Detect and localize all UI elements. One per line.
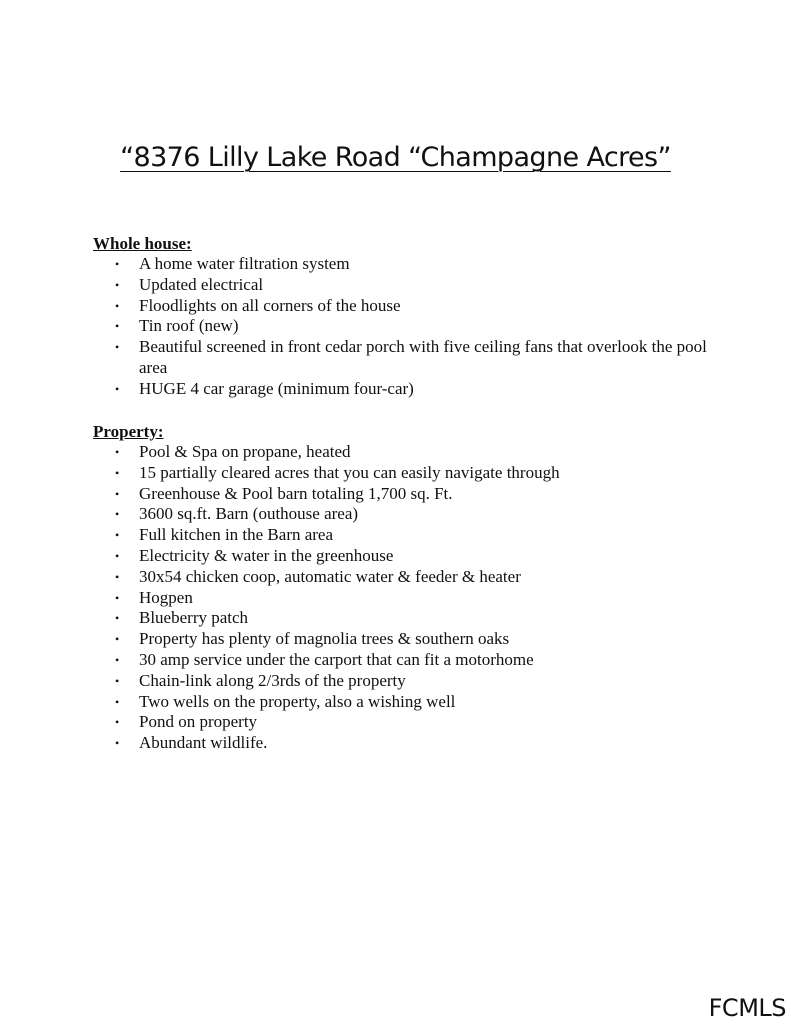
bullet-icon: • [115,528,120,543]
list-item-text: 30x54 chicken coop, automatic water & feeder & heater [139,566,521,586]
document-title: “8376 Lilly Lake Road “Champagne Acres” [120,142,671,173]
list-item-text: 30 amp service under the carport that can fit a motorhome [139,649,534,669]
section-whole-house [93,234,713,400]
bullet-icon: • [115,507,120,522]
bullet-icon: • [115,277,120,292]
bullet-icon: • [115,611,120,626]
list-item [93,629,713,650]
property-list [93,442,713,754]
list-item-text: 3600 sq.ft. Barn (outhouse area) [139,504,359,524]
list-item [93,567,713,588]
list-item [93,733,713,754]
list-item-text: Pool & Spa on propane, heated [139,442,351,461]
list-item [93,546,713,567]
list-item-text: Blueberry patch [139,608,249,628]
bullet-icon: • [115,298,120,313]
bullet-icon: • [115,548,120,563]
list-item-text: A home water filtration system [139,254,350,273]
list-item [93,275,713,296]
bullet-icon: • [115,652,120,667]
whole-house-list [93,254,713,400]
list-item-text: 15 partially cleared acres that you can easily navigate through [139,462,560,482]
fcmls-watermark: FCMLS [708,994,786,1022]
list-item [93,254,713,275]
list-item-text: Electricity & water in the greenhouse [139,545,394,565]
list-item [93,525,713,546]
list-item [93,316,713,337]
list-item-text: Two wells on the property, also a wishing well [139,691,456,711]
list-item [93,650,713,671]
bullet-icon: • [115,736,120,751]
bullet-icon: • [115,486,120,501]
list-item [93,379,713,400]
list-item [93,296,713,317]
section-property [93,422,713,754]
list-item-text: Beautiful screened in front cedar porch with five ceiling fans that overlook the pool area [139,337,707,377]
list-item-text: Chain-link along 2/3rds of the property [139,670,406,690]
list-item-text: Greenhouse & Pool barn totaling 1,700 sq. Ft. [139,483,453,503]
bullet-icon: • [115,340,120,355]
list-item-text: Tin roof (new) [139,316,239,336]
bullet-icon: • [115,465,120,480]
list-item-text: Abundant wildlife. [139,733,268,753]
list-item [93,692,713,713]
list-item [93,608,713,629]
bullet-icon: • [115,694,120,709]
bullet-icon: • [115,673,120,688]
bullet-icon: • [115,632,120,647]
list-item [93,671,713,692]
bullet-icon: • [115,381,120,396]
bullet-icon: • [115,319,120,334]
list-item-text: Floodlights on all corners of the house [139,295,401,315]
list-item-text: Pond on property [139,712,258,732]
list-item [93,712,713,733]
list-item-text: Property has plenty of magnolia trees & southern oaks [139,629,510,649]
bullet-icon: • [115,445,120,459]
list-item [93,504,713,525]
list-item [93,588,713,609]
list-item [93,337,713,379]
list-item-text: HUGE 4 car garage (minimum four-car) [139,378,414,398]
section-heading-whole-house: Whole house: [93,234,192,253]
list-item [93,484,713,505]
bullet-icon: • [115,715,120,730]
list-item [93,463,713,484]
section-heading-property: Property: [93,422,164,441]
bullet-icon: • [115,590,120,605]
bullet-icon: • [115,257,120,271]
list-item-text: Hogpen [139,587,193,607]
list-item-text: Updated electrical [139,274,264,294]
list-item [93,442,713,463]
list-item-text: Full kitchen in the Barn area [139,525,334,545]
bullet-icon: • [115,569,120,584]
